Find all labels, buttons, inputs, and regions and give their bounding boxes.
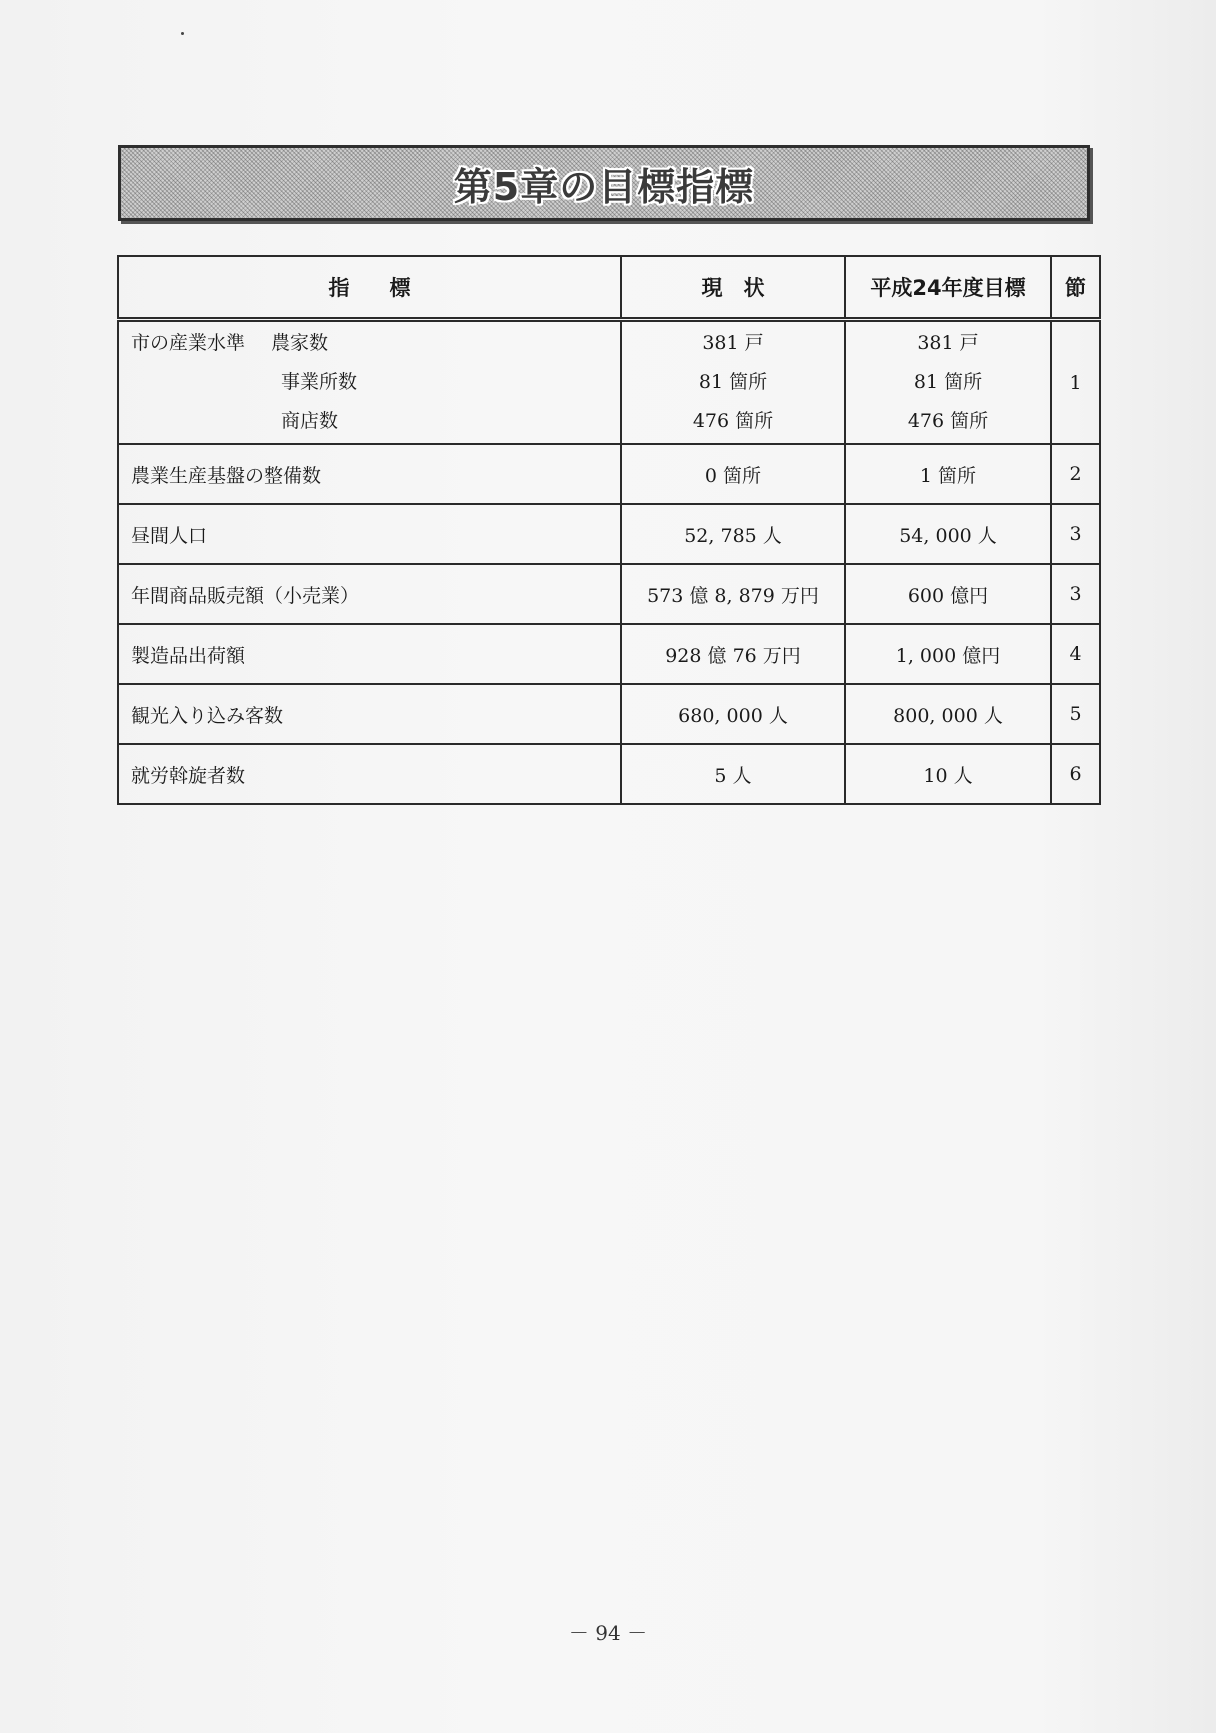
current-value: 381 戸 (702, 332, 764, 354)
target-value: 800, 000 人 (845, 684, 1051, 744)
indicator-label: 就労斡旋者数 (118, 744, 621, 804)
group-label-cell (118, 320, 621, 445)
header-target: 平成24年度目標 (845, 256, 1051, 320)
table-row (118, 564, 1100, 624)
current-value: 52, 785 人 (621, 504, 845, 564)
current-cell (621, 320, 845, 445)
table-row (118, 684, 1100, 744)
section-cell: 4 (1051, 624, 1100, 684)
page-number: － 94 － (568, 1621, 648, 1645)
current-value: 81 箇所 (698, 371, 768, 393)
page-title: 第5章の目標指標 (453, 164, 755, 209)
table-row (118, 624, 1100, 684)
current-value: 476 箇所 (692, 410, 774, 432)
current-value: 573 億 8, 879 万円 (621, 564, 845, 624)
target-cell (845, 320, 1051, 445)
table-row (118, 320, 1100, 445)
table-row (118, 444, 1100, 504)
target-value: 600 億円 (845, 564, 1051, 624)
target-value: 10 人 (845, 744, 1051, 804)
table-row (118, 504, 1100, 564)
target-value: 81 箇所 (913, 371, 983, 393)
section-cell: 1 (1051, 320, 1100, 445)
target-value: 381 戸 (917, 332, 979, 354)
section-cell: 3 (1051, 504, 1100, 564)
current-value: 680, 000 人 (621, 684, 845, 744)
section-cell: 5 (1051, 684, 1100, 744)
section-cell: 3 (1051, 564, 1100, 624)
current-value: 5 人 (621, 744, 845, 804)
section-cell: 2 (1051, 444, 1100, 504)
indicator-label: 農業生産基盤の整備数 (118, 444, 621, 504)
table-header-row (118, 256, 1100, 320)
item-label: 事業所数 (281, 371, 358, 393)
item-label: 農家数 (271, 332, 329, 354)
current-value: 0 箇所 (621, 444, 845, 504)
header-indicator: 指標 (118, 256, 621, 320)
target-value: 1 箇所 (845, 444, 1051, 504)
table-row (118, 744, 1100, 804)
group-label: 市の産業水準 (131, 332, 246, 354)
target-value: 476 箇所 (907, 410, 989, 432)
item-label: 商店数 (281, 410, 339, 432)
current-value: 928 億 76 万円 (621, 624, 845, 684)
target-value: 54, 000 人 (845, 504, 1051, 564)
target-value: 1, 000 億円 (845, 624, 1051, 684)
header-section: 節 (1051, 256, 1100, 320)
indicator-label: 製造品出荷額 (118, 624, 621, 684)
chapter-banner (118, 145, 1090, 221)
speck-mark (181, 32, 184, 35)
indicator-label: 年間商品販売額（小売業） (118, 564, 621, 624)
indicator-label: 観光入り込み客数 (118, 684, 621, 744)
section-cell: 6 (1051, 744, 1100, 804)
target-indicator-table (117, 255, 1101, 805)
indicator-label: 昼間人口 (118, 504, 621, 564)
header-current: 現 状 (621, 256, 845, 320)
